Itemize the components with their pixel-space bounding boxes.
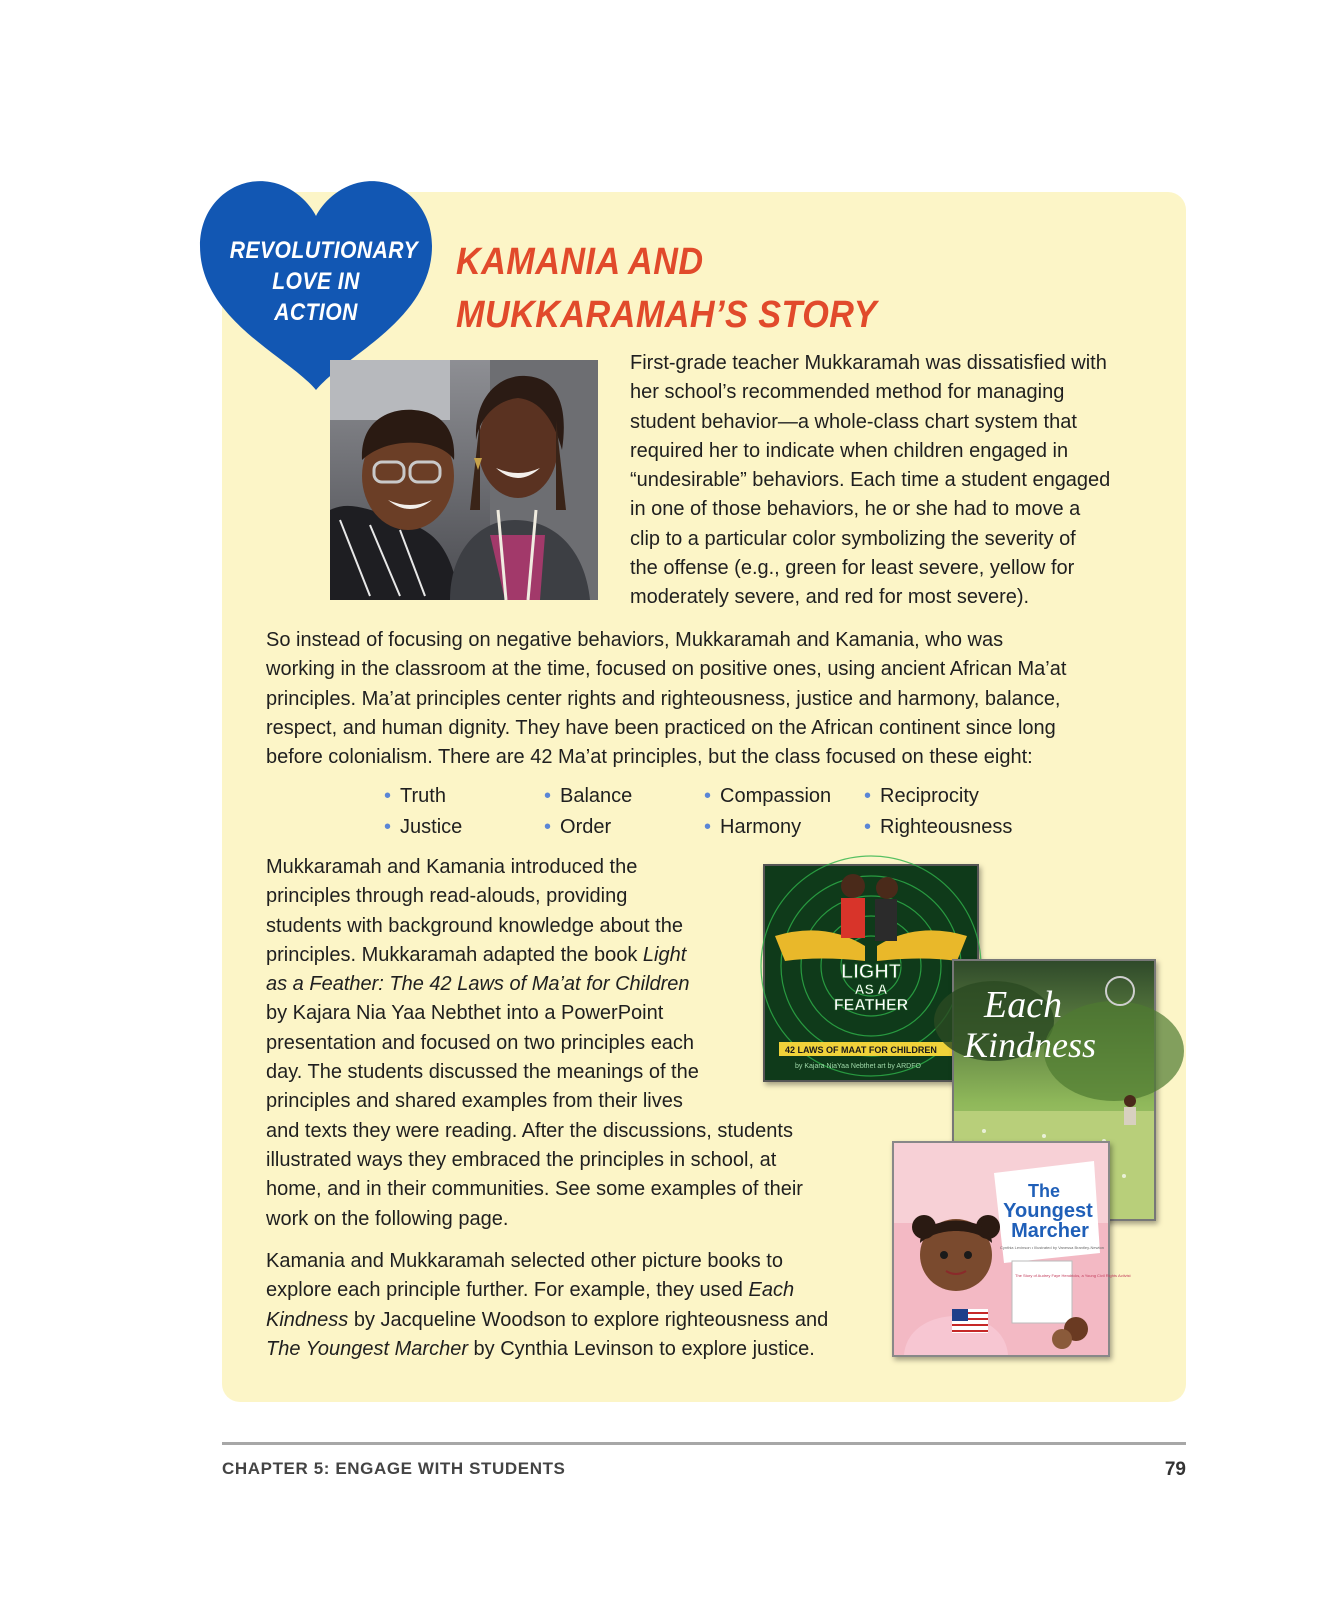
feather-title-1: LIGHT <box>841 961 901 983</box>
kindness-title-1: Each <box>984 984 1063 1026</box>
marcher-title-1: The <box>1027 1181 1061 1201</box>
list-item: • Order <box>544 812 611 842</box>
marcher-sign: The Story of Audrey Faye Hendricks, a Young Civil Rights Activist <box>1015 1273 1131 1278</box>
youngest-marcher-cover <box>892 1141 1131 1357</box>
list-item: • Reciprocity <box>864 781 979 811</box>
list-item: • Compassion <box>704 781 831 811</box>
light-as-a-feather-cover <box>763 864 979 1082</box>
intro-paragraph: First-grade teacher Mukkaramah was dissatisfied with her school’s recommended method for managing student behavior—a whole-class chart system that required her to indicate when children engaged in “undesirable” behaviors. Each time a student engaged in one of those behaviors, he or she had to move a clip to a particular color symbolizing the severity of the offense (e.g., green for least severe, yellow for moderately severe, and red for most severe). <box>630 352 1111 609</box>
picture-books-paragraph: Kamania and Mukkaramah selected other picture books to explore each principle further. For example, they used Each Kindness by Jacqueline Woodson to explore righteousness and The Youngest Marcher by Cynthia Levinson to explore justice. <box>266 1250 829 1360</box>
read-alouds-paragraph: Mukkaramah and Kamania introduced the principles through read-alouds, providing students with background knowledge about the principles. Mukkaramah adapted the book Light as a Feather: The 42 Laws of Ma’at for Children by Kajara Nia Yaa Nebthet into a PowerPoint presentation and focused on two principles each day. The students discussed the meanings of the principles and shared examples from their lives and texts they were reading. After the discussions, students illustrated ways they embraced the principles in school, at home, and in their communities. See some examples of their work on the following page. <box>266 856 803 1230</box>
list-item: • Harmony <box>704 812 801 842</box>
teachers-photo <box>330 360 598 600</box>
principles-list <box>384 781 1044 845</box>
feather-title-2: AS A <box>854 981 888 997</box>
list-item: • Truth <box>384 781 446 811</box>
marcher-title-3: Marcher <box>1011 1220 1089 1242</box>
chapter-label: CHAPTER 5: ENGAGE WITH STUDENTS <box>222 1459 566 1478</box>
badge-label: REVOLUTIONARY LOVE IN ACTION <box>229 237 419 326</box>
page-title: KAMANIA AND MUKKARAMAH’S STORY <box>456 241 878 336</box>
page-number: 79 <box>1164 1459 1186 1480</box>
feather-title-3: FEATHER <box>833 997 909 1014</box>
list-item: • Balance <box>544 781 632 811</box>
maat-paragraph: So instead of focusing on negative behaviors, Mukkaramah and Kamania, who was working in the classroom at the time, focused on positive ones, using ancient African Ma’at principles. Ma’at principles center rights and righteousness, justice and harmony, balance, respect, and human dignity. They have been practiced on the African continent since long before colonialism. There are 42 Ma’at principles, but the class focused on these eight: <box>266 629 1067 769</box>
list-item: • Justice <box>384 812 462 842</box>
marcher-byline: Cynthia Levinson • Illustrated by Vanessa Brantley-Newton <box>999 1245 1105 1250</box>
marcher-title-2: Youngest <box>1003 1200 1093 1222</box>
feather-credit: by Kajara NiaYaa Nebthet art by ARDFO <box>795 1063 921 1070</box>
kindness-title-2: Kindness <box>964 1025 1097 1065</box>
feather-subtitle: 42 LAWS OF MAAT FOR CHILDREN <box>785 1045 937 1055</box>
list-item: • Righteousness <box>864 812 1012 842</box>
footer-rule <box>222 1442 1186 1445</box>
